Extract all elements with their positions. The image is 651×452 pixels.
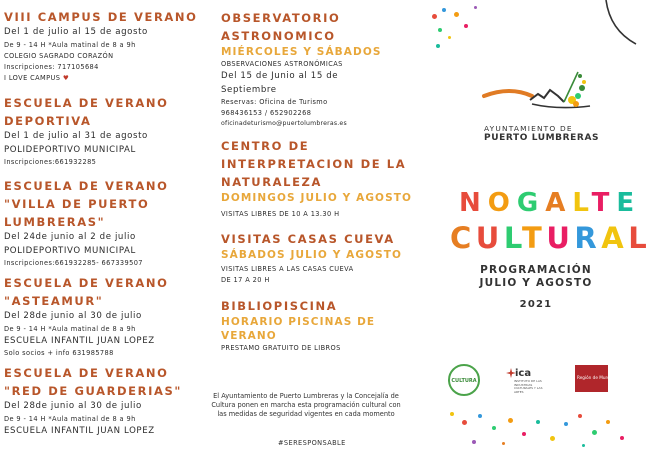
campus-dates: Del 1 de julio al 15 de agosto — [4, 27, 148, 37]
centro-title-2: INTERPRETACION DE LA — [221, 157, 407, 171]
program-year: 2021 — [519, 299, 553, 310]
confetti-dot — [454, 12, 459, 17]
asteamur-section — [4, 274, 169, 359]
cuevas-section — [221, 230, 402, 286]
centro-title-1: CENTRO DE — [221, 139, 310, 153]
deportiva-dates: Del 1 de julio al 31 de agosto — [4, 131, 148, 141]
observatorio-days: MIÉRCOLES Y SÁBADOS — [221, 46, 382, 58]
guarderias-hours: De 9 - 14 H *Aula matinal de 8 a 9h — [4, 414, 136, 423]
program-line-2: JULIO Y AGOSTO — [479, 277, 593, 289]
hashtag: #SERESPONSABLE — [278, 439, 346, 447]
program-line-1: PROGRAMACIÓN — [480, 264, 592, 276]
asteamur-dates: Del 28de junio al 30 de julio — [4, 311, 142, 321]
centro-section — [221, 137, 412, 220]
deportiva-title-2: DEPORTIVA — [4, 114, 92, 128]
guarderias-section — [4, 364, 182, 438]
observatorio-section — [221, 9, 382, 129]
asteamur-info: Solo socios + info 631985788 — [4, 349, 114, 357]
campus-slogan: I LOVE CAMPUS — [4, 73, 61, 82]
heart-icon: ♥ — [62, 73, 70, 82]
deportiva-section — [4, 94, 169, 168]
villa-venue: POLIDEPORTIVO MUNICIPAL — [4, 245, 136, 256]
confetti-dot — [472, 440, 476, 444]
confetti-dot — [450, 412, 454, 416]
confetti-dot — [478, 414, 482, 418]
asteamur-hours: De 9 - 14 H *Aula matinal de 8 a 9h — [4, 324, 136, 333]
campus-slogan-line — [4, 73, 198, 84]
footer-note: El Ayuntamiento de Puerto Lumbreras y la Concejalía de Cultura ponen en marcha esta programación cultural con las medidas de seguridad vigentes en cada momento — [211, 392, 401, 419]
deportiva-title-1: ESCUELA DE VERANO — [4, 96, 169, 110]
observatorio-email[interactable]: oficinadeturismo@puertolumbreras.es — [221, 120, 347, 127]
campus-venue: COLEGIO SAGRADO CORAZÓN — [4, 51, 114, 60]
confetti-dot — [582, 444, 585, 447]
ayuntamiento-logo-icon — [480, 66, 600, 124]
title-letter: L — [628, 221, 651, 255]
confetti-dot — [578, 414, 582, 418]
villa-section — [4, 177, 169, 269]
cuevas-info-2: DE 17 A 20 H — [221, 276, 270, 284]
biblio-section — [221, 297, 375, 354]
campus-hours: De 9 - 14 H *Aula matinal de 8 a 9h — [4, 40, 136, 49]
title-cultural — [450, 221, 651, 255]
villa-title-3: LUMBRERAS" — [4, 215, 106, 229]
observatorio-dates-1: Del 15 de Junio al 15 de — [221, 71, 339, 81]
deportiva-venue: POLIDEPORTIVO MUNICIPAL — [4, 144, 136, 155]
campus-title: VIII CAMPUS DE VERANO — [4, 10, 198, 24]
biblio-title: BIBLIOPISCINA — [221, 299, 338, 313]
cultura-logo-label: CULTURA — [451, 378, 477, 384]
centro-info: VISITAS LIBRES DE 10 A 13.30 H — [221, 210, 340, 218]
confetti-dot — [522, 432, 526, 436]
asteamur-venue: ESCUELA INFANTIL JUAN LOPEZ — [4, 335, 155, 346]
guarderias-title-1: ESCUELA DE VERANO — [4, 366, 169, 380]
biblio-hours-2: VERANO — [221, 330, 277, 342]
confetti-dot — [550, 436, 555, 441]
title-letter: E — [616, 188, 642, 218]
confetti-dot — [464, 24, 468, 28]
confetti-dot — [462, 420, 467, 425]
confetti-dot — [502, 442, 505, 445]
guarderias-dates: Del 28de junio al 30 de julio — [4, 401, 142, 411]
confetti-dot — [438, 28, 442, 32]
ica-logo-text: ica — [515, 368, 532, 379]
biblio-hours-1: HORARIO PISCINAS DE — [221, 316, 376, 328]
title-letter: C — [450, 221, 476, 255]
title-letter: T — [591, 188, 617, 218]
deportiva-phone: Inscripciones:661932285 — [4, 158, 97, 166]
title-letter: N — [459, 188, 488, 218]
ica-logo — [506, 364, 546, 394]
ayuntamiento-line-1: AYUNTAMIENTO DE — [484, 124, 573, 133]
region-murcia-label: Región de Murcia — [577, 375, 614, 380]
confetti-dot — [508, 418, 513, 423]
title-letter: G — [516, 188, 546, 218]
centro-title-3: NATURALEZA — [221, 175, 322, 189]
title-letter: L — [572, 188, 592, 218]
title-letter: L — [503, 221, 523, 255]
region-murcia-logo — [575, 365, 614, 392]
observatorio-what: OBSERVACIONES ASTRONÓMICAS — [221, 60, 343, 68]
biblio-info: PRESTAMO GRATUITO DE LIBROS — [221, 344, 341, 352]
asteamur-title-2: "ASTEAMUR" — [4, 294, 104, 308]
confetti-dot — [432, 14, 437, 19]
observatorio-dates-2: Septiembre — [221, 84, 277, 95]
title-nogalte — [459, 188, 641, 218]
confetti-dot — [620, 436, 624, 440]
campus-section — [4, 8, 198, 84]
observatorio-booking: Reservas: Oficina de Turismo — [221, 98, 328, 106]
confetti-dot — [492, 426, 496, 430]
confetti-dot — [592, 430, 597, 435]
right-column — [432, 0, 651, 452]
cultura-logo — [448, 364, 480, 396]
centro-days: DOMINGOS JULIO Y AGOSTO — [221, 192, 413, 204]
cuevas-title: VISITAS CASAS CUEVA — [221, 232, 395, 246]
cuevas-days: SÁBADOS JULIO Y AGOSTO — [221, 249, 403, 261]
confetti-dot — [442, 8, 446, 12]
cuevas-info-1: VISITAS LIBRES A LAS CASAS CUEVA — [221, 265, 354, 273]
guarderias-title-2: "RED DE GUARDERIAS" — [4, 384, 182, 398]
observatorio-phones: 968436153 / 652902268 — [221, 109, 312, 117]
villa-phone: Inscripciones:661932285- 667339507 — [4, 259, 143, 267]
villa-dates: Del 24de junio al 2 de julio — [4, 232, 136, 242]
title-letter: T — [522, 221, 547, 255]
observatorio-title-2: ASTRONOMICO — [221, 29, 336, 43]
title-letter: A — [601, 221, 629, 255]
confetti-dot — [564, 422, 568, 426]
ayuntamiento-line-2: PUERTO LUMBRERAS — [484, 133, 600, 143]
villa-title-1: ESCUELA DE VERANO — [4, 179, 169, 193]
title-letter: O — [487, 188, 517, 218]
asteamur-title-1: ESCUELA DE VERANO — [4, 276, 169, 290]
guarderias-venue: ESCUELA INFANTIL JUAN LOPEZ — [4, 425, 155, 436]
title-letter: U — [475, 221, 504, 255]
confetti-dot — [606, 420, 610, 424]
title-letter: U — [546, 221, 575, 255]
confetti-dot — [436, 44, 440, 48]
confetti-dot — [536, 420, 540, 424]
ica-logo-subtitle: INSTITUTO DE LAS INDUSTRIAS CULTURALES Y LAS ARTES — [514, 379, 543, 394]
title-letter: R — [574, 221, 602, 255]
campus-phone: Inscripciones: 717105684 — [4, 62, 99, 71]
confetti-dot — [474, 6, 477, 9]
villa-title-2: "VILLA DE PUERTO — [4, 197, 150, 211]
observatorio-title-1: OBSERVATORIO — [221, 11, 341, 25]
confetti-dot — [448, 36, 451, 39]
title-letter: A — [545, 188, 573, 218]
corner-swirl — [604, 0, 640, 52]
